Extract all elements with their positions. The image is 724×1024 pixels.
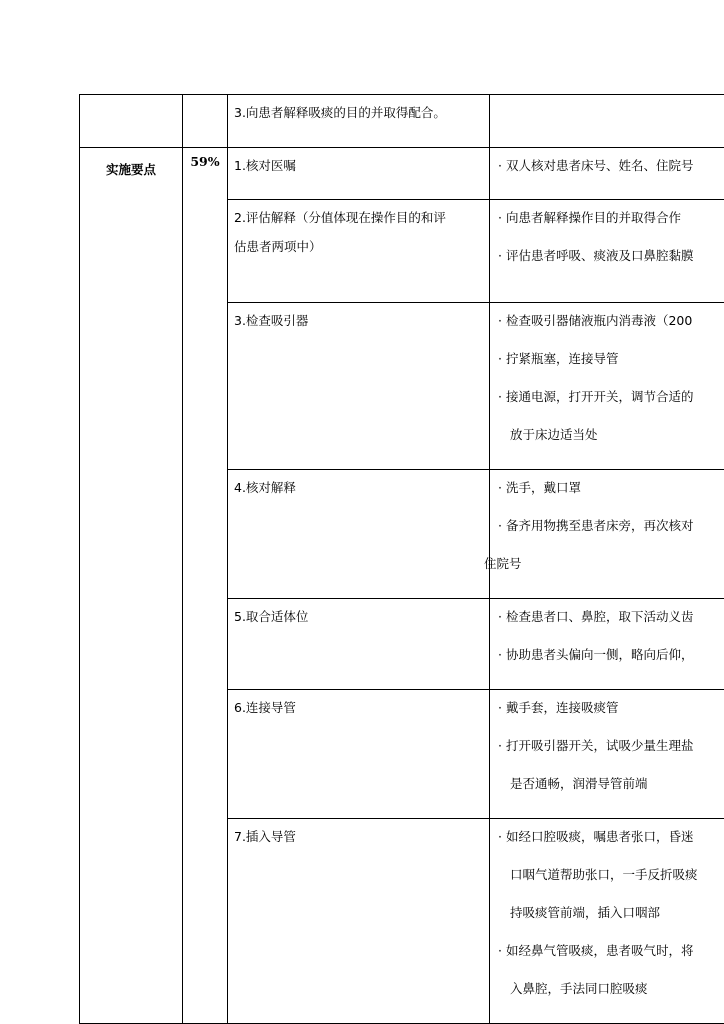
step-cell <box>228 148 490 200</box>
detail-line: · 接通电源，打开开关，调节合适的 <box>498 389 694 404</box>
detail-line: 入鼻腔，手法同口腔吸痰 <box>510 981 648 996</box>
detail-line: · 如经鼻气管吸痰，患者吸气时，将 <box>498 943 694 958</box>
step-cell <box>228 95 490 148</box>
detail-cell <box>490 819 724 1024</box>
step-text: 2.评估解释（分值体现在操作目的和评 <box>234 210 446 225</box>
detail-cell <box>490 303 724 470</box>
detail-line: 持吸痰管前端，插入口咽部 <box>510 905 661 920</box>
step-text: 估患者两项中） <box>234 239 322 254</box>
table-row <box>80 95 724 148</box>
detail-line: 口咽气道帮助张口，一手反折吸痰 <box>510 867 698 882</box>
step-text: 7.插入导管 <box>234 829 296 844</box>
step-cell <box>228 819 490 1024</box>
detail-line: 住院号 <box>484 556 522 571</box>
detail-line: · 洗手，戴口罩 <box>498 480 581 495</box>
step-cell <box>228 303 490 470</box>
detail-line: 放于床边适当处 <box>510 427 598 442</box>
detail-line: · 打开吸引器开关，试吸少量生理盐 <box>498 738 694 753</box>
detail-line: · 检查患者口、鼻腔，取下活动义齿 <box>498 609 694 624</box>
table-row <box>80 148 724 200</box>
detail-line: · 评估患者呼吸、痰液及口鼻腔黏膜 <box>498 248 694 263</box>
step-text: 3.向患者解释吸痰的目的并取得配合。 <box>234 105 446 120</box>
procedure-table <box>79 94 724 1024</box>
detail-line: · 协助患者头偏向一侧，略向后仰， <box>498 647 694 662</box>
percent-label: 59% <box>183 148 228 1024</box>
step-text: 5.取合适体位 <box>234 609 309 624</box>
detail-line: · 检查吸引器储液瓶内消毒液（200 <box>498 313 693 328</box>
detail-cell-empty <box>490 95 724 148</box>
step-text: 1.核对医嘱 <box>234 158 296 173</box>
detail-cell <box>490 200 724 303</box>
section-label: 实施要点 <box>80 148 183 1024</box>
step-cell <box>228 599 490 690</box>
step-cell <box>228 200 490 303</box>
step-text: 3.检查吸引器 <box>234 313 309 328</box>
step-cell <box>228 690 490 819</box>
detail-line: 是否通畅，润滑导管前端 <box>510 776 648 791</box>
detail-cell <box>490 599 724 690</box>
step-text: 4.核对解释 <box>234 480 296 495</box>
detail-cell <box>490 690 724 819</box>
detail-line: · 拧紧瓶塞，连接导管 <box>498 351 619 366</box>
detail-line: · 备齐用物携至患者床旁，再次核对 <box>498 518 694 533</box>
detail-cell <box>484 470 724 599</box>
detail-line: · 如经口腔吸痰，嘱患者张口，昏迷 <box>498 829 694 844</box>
step-text: 6.连接导管 <box>234 700 296 715</box>
section-cell-empty <box>80 95 183 148</box>
detail-cell <box>490 148 724 200</box>
detail-line: · 双人核对患者床号、姓名、住院号 <box>498 158 694 173</box>
detail-line: · 向患者解释操作目的并取得合作 <box>498 210 681 225</box>
step-cell <box>228 470 490 599</box>
detail-line: · 戴手套，连接吸痰管 <box>498 700 619 715</box>
percent-cell-empty <box>183 95 228 148</box>
